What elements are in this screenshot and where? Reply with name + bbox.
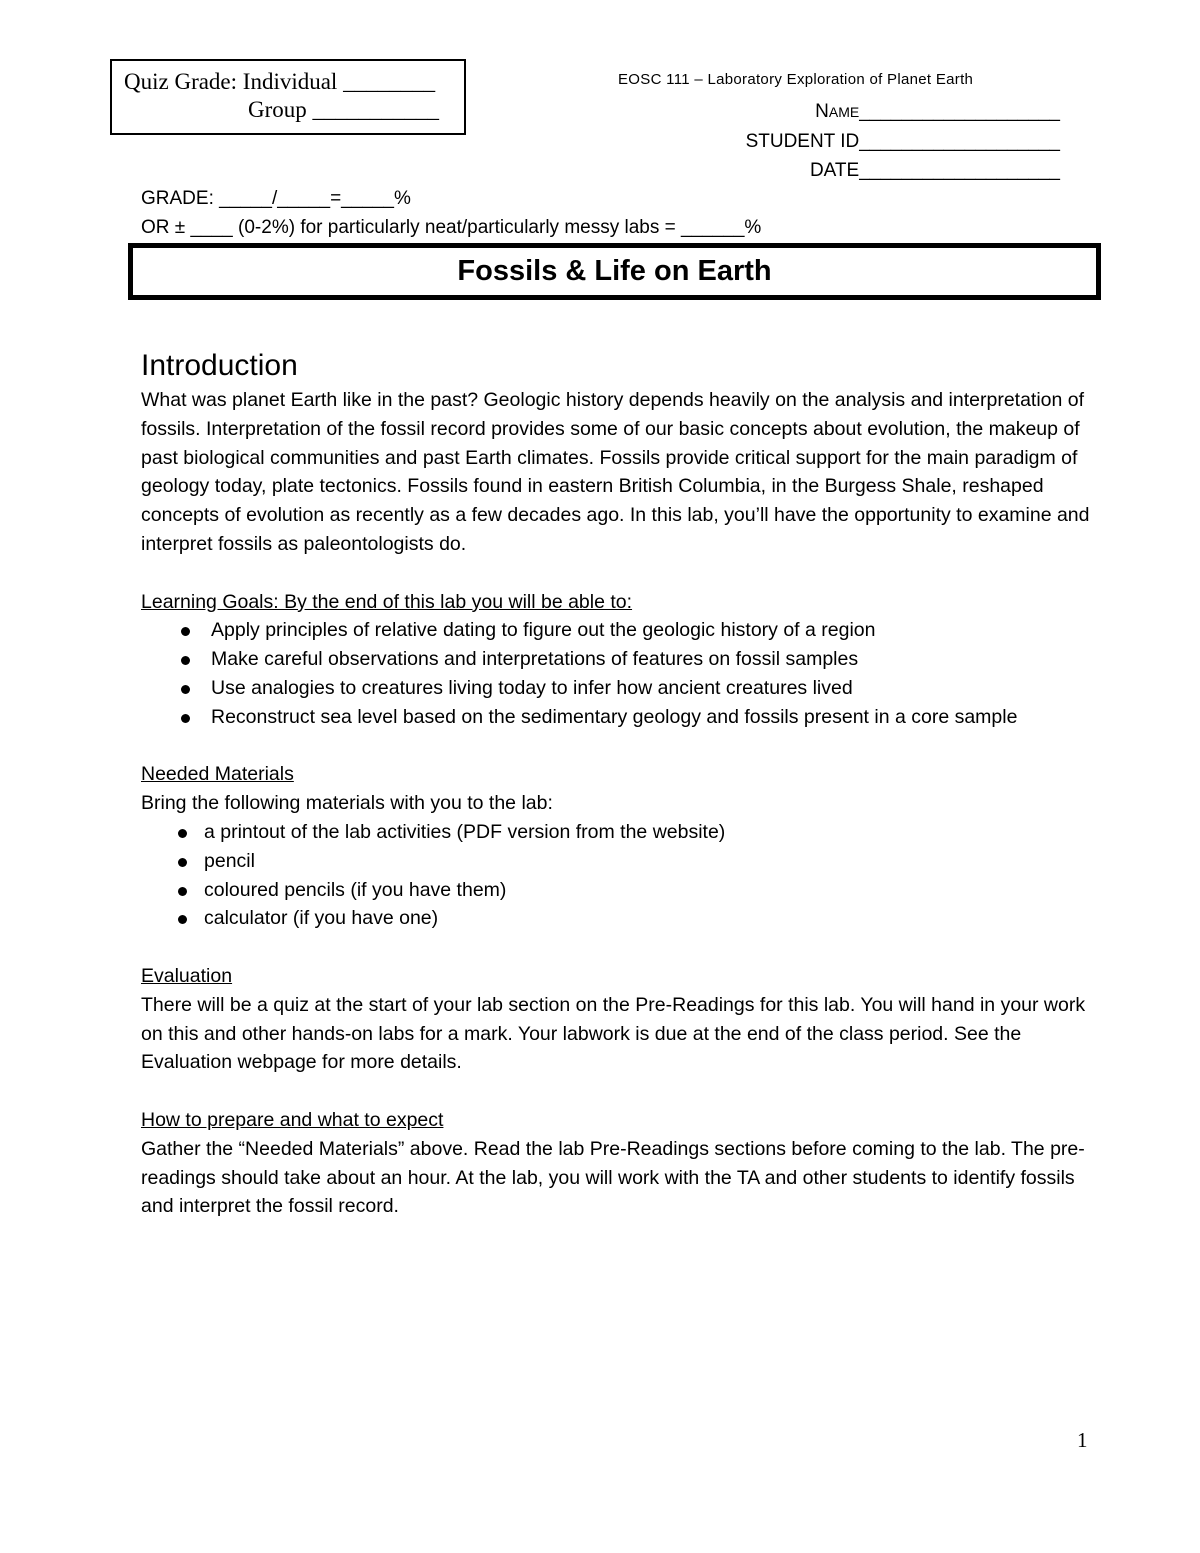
evaluation-text: There will be a quiz at the start of your lab section on the Pre-Readings for this lab. You will hand in your work on this and other hands-on labs for a mark. Your labwork is due at the end of the class period. See the Evaluation webpage for more details.: [141, 993, 1086, 1074]
learning-goals-heading: Learning Goals: By the end of this lab you will be able to:: [141, 590, 633, 613]
list-item: Use analogies to creatures living today to infer how ancient creatures lived: [141, 674, 1091, 703]
student-id-field: STUDENT ID___________________: [745, 131, 1060, 152]
date-field: DATE___________________: [809, 160, 1060, 181]
evaluation-heading: Evaluation: [141, 964, 233, 987]
quiz-grade-box: [110, 59, 466, 135]
list-item: a printout of the lab activities (PDF version from the website): [141, 818, 1091, 847]
grade-adjustment-line: OR ± ____ (0-2%) for particularly neat/particularly messy labs = ______%: [141, 217, 762, 238]
list-item: coloured pencils (if you have them): [141, 876, 1091, 905]
name-blank: ___________________: [859, 101, 1060, 122]
course-title: EOSC 111 – Laboratory Exploration of Planet Earth: [618, 71, 974, 88]
grade-line: GRADE: _____/_____=_____%: [141, 188, 411, 209]
list-item: calculator (if you have one): [141, 904, 1091, 933]
name-label-rest: AME: [828, 104, 860, 120]
learning-goals-list: [141, 616, 1091, 731]
name-field: [815, 101, 1060, 123]
list-item: Reconstruct sea level based on the sedimentary geology and fossils present in a core sample: [141, 703, 1091, 732]
introduction-heading: Introduction: [141, 349, 298, 382]
list-item: pencil: [141, 847, 1091, 876]
name-label-first: N: [815, 101, 829, 122]
document-body: [141, 346, 1091, 1221]
needed-materials-list: [141, 818, 1091, 933]
page-number: 1: [1077, 1428, 1088, 1452]
needed-materials-heading: Needed Materials: [141, 763, 294, 786]
prepare-text: Gather the “Needed Materials” above. Read the lab Pre-Readings sections before coming to the lab. The pre-readings should take about an hour. At the lab, you will work with the TA and other students to identify fossils and interpret the fossil record.: [141, 1137, 1085, 1218]
list-item: Make careful observations and interpretations of features on fossil samples: [141, 645, 1091, 674]
page-title: Fossils & Life on Earth: [128, 243, 1101, 300]
prepare-heading: How to prepare and what to expect: [141, 1108, 444, 1131]
needed-materials-intro: Bring the following materials with you to the lab:: [141, 792, 553, 815]
quiz-grade-individual: Quiz Grade: Individual ________: [124, 69, 436, 94]
introduction-text: What was planet Earth like in the past? Geologic history depends heavily on the analysis and interpretation of fossils. Interpretation of the fossil record provides some of our basic concepts about evolution, the makeup of past biological communities and past Earth climates. Fossils provide critical support for the main paradigm of geology today, plate tectonics. Fossils found in eastern British Columbia, in the Burgess Shale, reshaped concepts of evolution as recently as a few decades ago. In this lab, you’ll have the opportunity to examine and interpret fossils as paleontologists do.: [141, 389, 1090, 555]
list-item: Apply principles of relative dating to figure out the geologic history of a region: [141, 616, 1091, 645]
quiz-grade-group: Group ___________: [248, 97, 440, 122]
